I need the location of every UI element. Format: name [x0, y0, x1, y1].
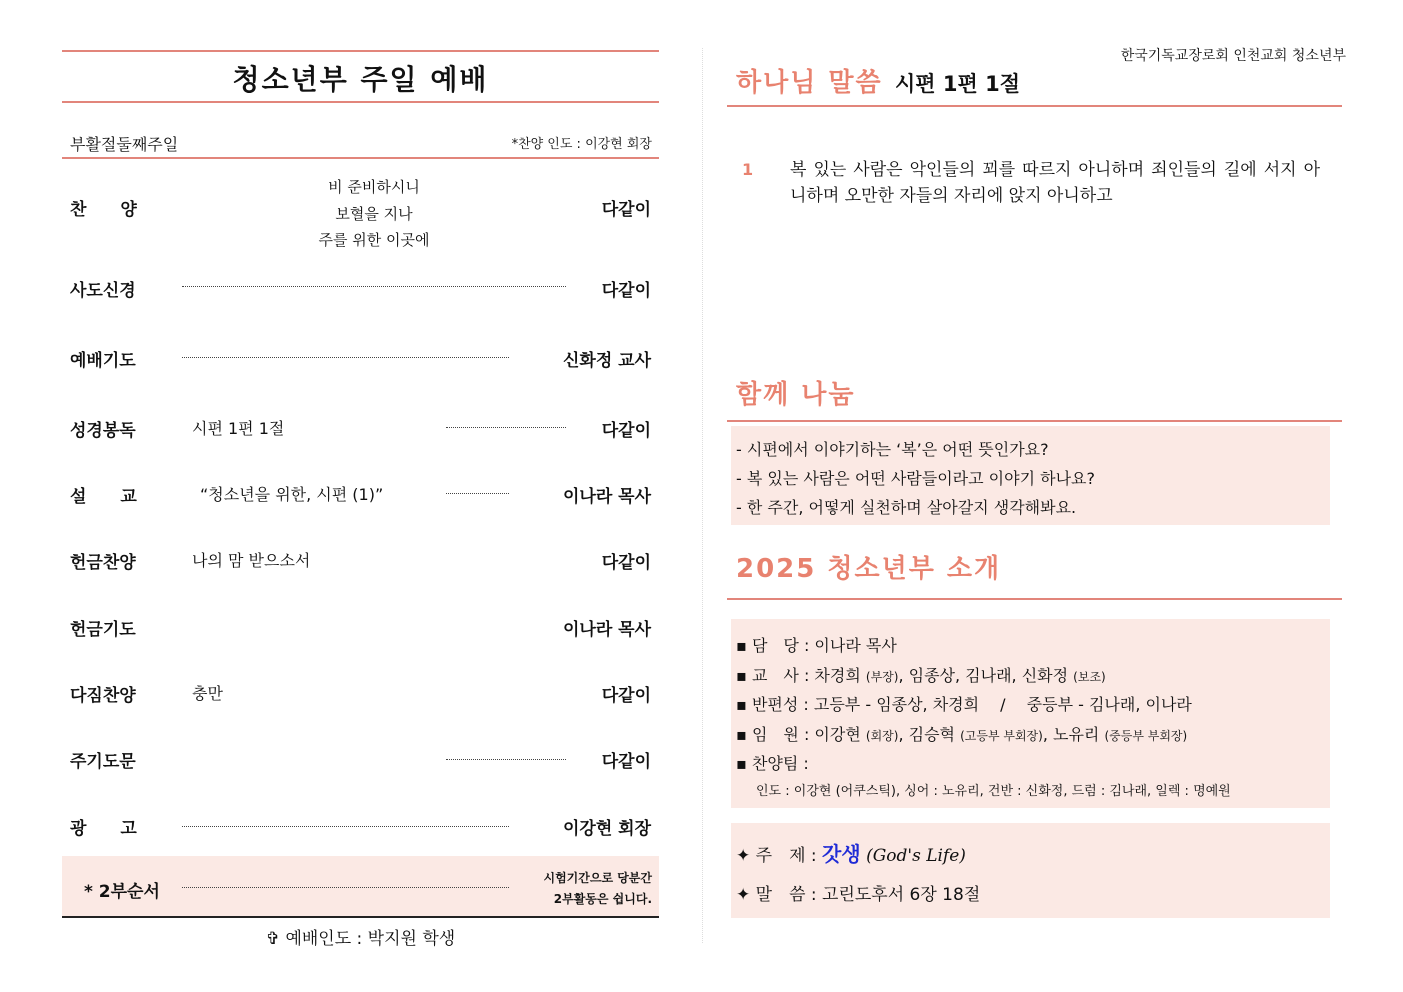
order-label-lords-prayer: 주기도문	[70, 752, 136, 772]
intro-row-label: 교 사	[751, 666, 799, 685]
order-leader-scripture: 다같이	[601, 421, 651, 441]
intro-row-label: 반편성	[751, 695, 799, 714]
verse-label: ✦ 말 씀 :	[736, 885, 823, 905]
intro-row-value: 이강현	[814, 725, 866, 744]
yearly-verse-row	[736, 880, 980, 905]
order-leader-offering-prayer: 이나라 목사	[562, 620, 651, 640]
intro-row-officers: ▪ 임 원 : 이강현 (회장), 김승혁 (고등부 부회장), 노유리 (중등부 부회장)	[736, 725, 1188, 744]
church-name: 한국기독교장로회 인천교회 청소년부	[1120, 48, 1346, 64]
intro-row-lead: ▪ 담 당 : 이나라 목사	[736, 636, 897, 655]
page-title: 청소년부 주일 예배	[232, 63, 489, 96]
intro-row-role: (부장)	[865, 670, 899, 684]
intro-row-classes: ▪ 반편성 : 고등부 - 임종상, 차경희 / 중등부 - 김나래, 이나라	[736, 695, 1192, 714]
order-leader-sermon: 이나라 목사	[562, 487, 651, 507]
order-label-creed: 사도신경	[70, 281, 136, 301]
order-label-sermon: 설 교	[70, 487, 137, 507]
dot-leader	[446, 493, 509, 494]
intro-row-role: (회장)	[865, 729, 899, 743]
verse-ref: 고린도후서 6장 18절	[822, 885, 981, 905]
order-label-prayer: 예배기도	[70, 351, 136, 371]
theme-label: ✦ 주 제 :	[736, 846, 823, 866]
verse-number: 1	[742, 160, 754, 179]
intro-row-label: 찬양팀	[751, 754, 799, 773]
part2-note-line1: 시험기간으로 당분간	[543, 871, 652, 885]
share-question-1: - 시편에서 이야기하는 ‘복’은 어떤 뜻인가요?	[736, 440, 1049, 459]
order-label-praise: 찬 양	[70, 200, 137, 220]
order-label-offering-prayer: 헌금기도	[70, 620, 136, 640]
intro-row-worship-team: ▪ 찬양팀 :	[736, 754, 809, 773]
bullet-icon: ▪	[736, 754, 747, 773]
intro-row-value: 차경희	[814, 666, 866, 685]
intro-row-value: , 김승혁	[898, 725, 961, 744]
title-bottom-rule	[62, 101, 659, 103]
order-label-announcements: 광 고	[70, 819, 137, 839]
part2-label: * 2부순서	[84, 882, 160, 902]
scripture-reference: 시편 1편 1절	[895, 72, 1020, 96]
page-divider	[702, 48, 703, 943]
intro-row-role: (중등부 부회장)	[1104, 729, 1188, 743]
order-label-pledge-song: 다짐찬양	[70, 686, 136, 706]
word-rule	[727, 105, 1342, 107]
intro-row-value: , 노유리	[1042, 725, 1105, 744]
order-label-scripture: 성경봉독	[70, 421, 136, 441]
order-leader-praise: 다같이	[601, 200, 651, 220]
intro-section-title: 2025 청소년부 소개	[736, 554, 1002, 584]
order-detail-offering-song: 나의 맘 받으소서	[192, 551, 311, 570]
intro-row-value: 고등부 - 임종상, 차경희 / 중등부 - 김나래, 이나라	[813, 695, 1192, 714]
intro-row-role: (보조)	[1073, 670, 1106, 684]
dot-leader	[182, 286, 566, 287]
dot-leader	[182, 887, 509, 888]
dot-leader	[446, 759, 566, 760]
order-leader-announcements: 이강현 회장	[562, 819, 651, 839]
worship-leader: ✞ 예배인도 : 박지원 학생	[265, 929, 456, 949]
occasion-label: 부활절둘째주일	[70, 135, 179, 154]
hymn-3: 주를 위한 이곳에	[318, 231, 430, 249]
order-leader-pledge-song: 다같이	[601, 686, 651, 706]
part2-note-line2: 2부활동은 쉽니다.	[553, 892, 652, 906]
footer-rule	[62, 916, 659, 918]
dot-leader	[446, 427, 566, 428]
intro-row-teachers: ▪ 교 사 : 차경희 (부장), 임종상, 김나래, 신화정 (보조)	[736, 666, 1106, 685]
intro-row-label: 담 당	[751, 636, 799, 655]
intro-row-value: , 임종상, 김나래, 신화정	[898, 666, 1074, 685]
share-section-title: 함께 나눔	[736, 380, 856, 410]
share-question-3: - 한 주간, 어떻게 실천하며 살아갈지 생각해봐요.	[736, 498, 1077, 517]
theme-subtitle: (God's Life)	[860, 846, 966, 866]
intro-rule	[727, 598, 1342, 600]
praise-leader-note: *찬양 인도 : 이강현 회장	[511, 137, 652, 152]
dot-leader	[182, 826, 509, 827]
header-rule	[62, 157, 659, 159]
order-leader-lords-prayer: 다같이	[601, 752, 651, 772]
word-section-title: 하나님 말씀	[736, 68, 883, 98]
hymn-2: 보혈을 지나	[335, 205, 413, 223]
share-rule	[727, 420, 1342, 422]
order-leader-prayer: 신화정 교사	[562, 351, 651, 371]
theme-highlight: 갓생	[822, 842, 861, 866]
order-detail-scripture: 시편 1편 1절	[192, 419, 285, 438]
hymn-1: 비 준비하시니	[328, 178, 420, 196]
verse-text: 복 있는 사람은 악인들의 꾀를 따르지 아니하며 죄인들의 길에 서지 아니하며 오만한 자들의 자리에 앉지 아니하고	[790, 160, 1320, 206]
order-leader-creed: 다같이	[601, 281, 651, 301]
order-leader-offering-song: 다같이	[601, 553, 651, 573]
worship-team-detail: 인도 : 이강현 (어쿠스틱), 싱어 : 노유리, 건반 : 신화정, 드럼 : 김나래, 일렉 : 명예원	[756, 784, 1231, 799]
order-detail-pledge-song: 충만	[192, 684, 223, 703]
order-detail-sermon: “청소년을 위한, 시편 (1)”	[200, 485, 384, 504]
intro-row-role: (고등부 부회장)	[960, 729, 1043, 743]
title-top-rule	[62, 50, 659, 52]
bullet-icon: ▪	[736, 666, 747, 685]
order-label-offering-song: 헌금찬양	[70, 553, 136, 573]
intro-row-label: 임 원	[751, 725, 799, 744]
bullet-icon: ▪	[736, 725, 747, 744]
bullet-icon: ▪	[736, 695, 747, 714]
intro-row-value: 이나라 목사	[814, 636, 897, 655]
dot-leader	[182, 357, 509, 358]
bullet-icon: ▪	[736, 636, 747, 655]
theme-row	[736, 838, 966, 867]
share-question-2: - 복 있는 사람은 어떤 사람들이라고 이야기 하나요?	[736, 469, 1095, 488]
